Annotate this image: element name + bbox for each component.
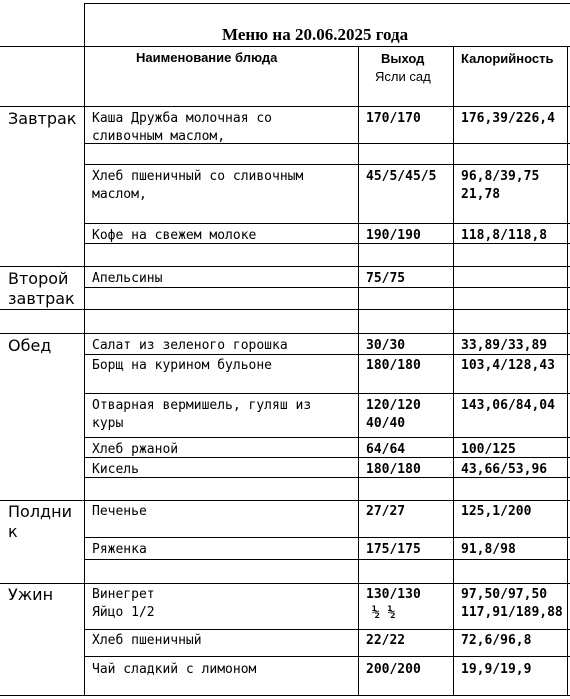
dish-output: 64/64 bbox=[366, 442, 406, 457]
dish-calories: 91,8/98 bbox=[461, 542, 516, 557]
dish-name: Борщ на курином бульоне bbox=[92, 358, 273, 373]
dish-name: сливочным маслом, bbox=[92, 129, 226, 144]
dish-output: 175/175 bbox=[366, 542, 421, 557]
dish-calories: 21,78 bbox=[461, 187, 501, 202]
dish-output: 180/180 bbox=[366, 462, 421, 477]
dish-output: ½ ½ bbox=[372, 605, 396, 620]
grid-line bbox=[84, 223, 570, 224]
meal-name: Обед bbox=[8, 336, 52, 355]
dish-output: 120/120 bbox=[366, 398, 421, 413]
grid-line bbox=[0, 309, 570, 310]
dish-output: 170/170 bbox=[366, 111, 421, 126]
header-dish: Наименование блюда bbox=[136, 50, 278, 65]
grid-line bbox=[84, 287, 570, 288]
header-calories: Калорийность bbox=[461, 51, 554, 66]
dish-name: Винегрет bbox=[92, 587, 155, 602]
dish-calories: 118,8/118,8 bbox=[461, 228, 548, 243]
dish-name: Чай сладкий с лимоном bbox=[92, 662, 257, 677]
dish-output: 22/22 bbox=[366, 633, 406, 648]
grid-line bbox=[84, 629, 570, 630]
dish-calories: 33,89/33,89 bbox=[461, 338, 548, 353]
header-output-sub: Ясли сад bbox=[375, 69, 431, 84]
grid-line bbox=[0, 266, 570, 267]
grid-line bbox=[0, 333, 570, 334]
header-output: Выход bbox=[381, 51, 425, 66]
dish-name: Печенье bbox=[92, 504, 147, 519]
dish-output: 130/130 bbox=[366, 587, 421, 602]
dish-name: Яйцо 1/2 bbox=[92, 605, 155, 620]
grid-line bbox=[84, 393, 570, 394]
dish-output: 180/180 bbox=[366, 358, 421, 373]
grid-line bbox=[0, 46, 570, 47]
grid-line bbox=[84, 537, 570, 538]
dish-name: Каша Дружба молочная со bbox=[92, 111, 273, 126]
grid-line bbox=[0, 695, 570, 696]
dish-calories: 125,1/200 bbox=[461, 504, 532, 519]
dish-output: 27/27 bbox=[366, 504, 406, 519]
dish-name: Апельсины bbox=[92, 271, 163, 286]
dish-name: Хлеб пшеничный bbox=[92, 633, 202, 648]
grid-line bbox=[84, 437, 570, 438]
dish-calories: 43,66/53,96 bbox=[461, 462, 548, 477]
dish-name: Кофе на свежем молоке bbox=[92, 228, 257, 243]
grid-line bbox=[84, 559, 570, 560]
dish-calories: 143,06/84,04 bbox=[461, 398, 555, 413]
grid-line bbox=[84, 656, 570, 657]
grid-line bbox=[84, 354, 570, 355]
dish-output: 45/5/45/5 bbox=[366, 169, 437, 184]
dish-output: 30/30 bbox=[366, 338, 406, 353]
dish-name: Отварная вермишель, гуляш из bbox=[92, 398, 312, 413]
dish-calories: 97,50/97,50 bbox=[461, 587, 548, 602]
dish-calories: 72,6/96,8 bbox=[461, 633, 532, 648]
dish-calories: 100/125 bbox=[461, 442, 516, 457]
meal-name: Завтрак bbox=[8, 109, 77, 128]
dish-name: маслом, bbox=[92, 187, 147, 202]
dish-calories: 19,9/19,9 bbox=[461, 662, 532, 677]
grid-line bbox=[0, 500, 570, 501]
meal-name: Полдни bbox=[8, 502, 72, 521]
meal-name: к bbox=[8, 522, 18, 541]
dish-output: 200/200 bbox=[366, 662, 421, 677]
dish-name: куры bbox=[92, 416, 124, 431]
dish-name: Хлеб ржаной bbox=[92, 442, 179, 457]
dish-output: 40/40 bbox=[366, 416, 406, 431]
meal-name: завтрак bbox=[8, 289, 75, 308]
dish-calories: 96,8/39,75 bbox=[461, 169, 540, 184]
meal-name: Второй bbox=[8, 269, 69, 288]
menu-title: Меню на 20.06.2025 года bbox=[222, 25, 409, 44]
dish-name: Хлеб пшеничный со сливочным bbox=[92, 169, 304, 184]
grid-line bbox=[84, 164, 570, 165]
dish-name: Кисель bbox=[92, 462, 139, 477]
dish-output: 190/190 bbox=[366, 228, 421, 243]
dish-output: 75/75 bbox=[366, 271, 406, 286]
grid-line bbox=[0, 583, 570, 584]
dish-name: Ряженка bbox=[92, 542, 147, 557]
dish-name: Салат из зеленого горошка bbox=[92, 338, 288, 353]
grid-line bbox=[84, 3, 570, 4]
meal-name: Ужин bbox=[8, 585, 54, 604]
grid-line bbox=[0, 106, 570, 107]
dish-calories: 176,39/226,4 bbox=[461, 111, 555, 126]
dish-calories: 103,4/128,43 bbox=[461, 358, 555, 373]
dish-calories: 117,91/189,88 bbox=[461, 605, 563, 620]
